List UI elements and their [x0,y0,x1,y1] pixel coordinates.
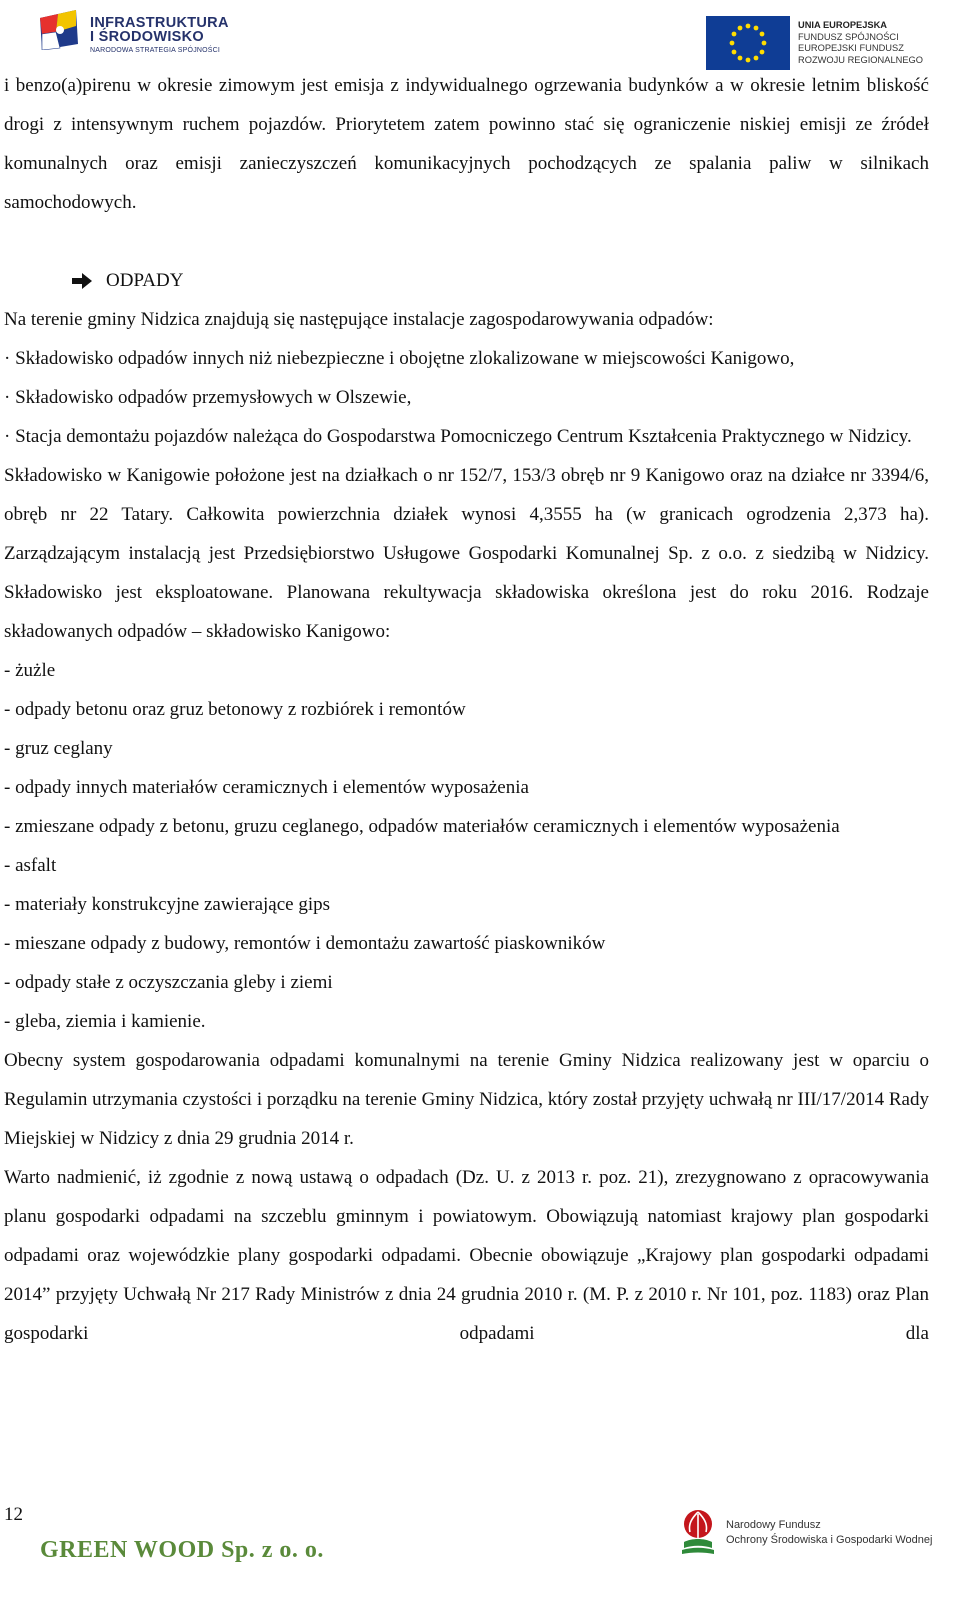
logo-title-line1: INFRASTRUKTURA [90,15,229,31]
logo-subtitle: NARODOWA STRATEGIA SPÓJNOŚCI [90,47,221,54]
section-heading [4,261,929,300]
paragraph-current-system: Obecny system gospodarowania odpadami komunalnymi na terenie Gminy Nidzica realizowany jest w oparciu o Regulamin utrzymania czystości i porządku na terenie Gminy Nidzica, który został przyjęty uchwałą nr III/17/2014 Rady Miejskiej w Nidzicy z dnia 29 grudnia 2014 r. [4,1050,929,1149]
document-body [4,66,929,1353]
waste-type-item: - zmieszane odpady z betonu, gruzu ceglanego, odpadów materiałów ceramicznych i elementów wyposażenia [4,816,840,837]
waste-type-item: - mieszane odpady z budowy, remontów i demontażu zawartość piaskowników [4,933,606,954]
bullet-item: · Składowisko odpadów przemysłowych w Olszewie, [4,387,412,408]
bullet-item: · Stacja demontażu pojazdów należąca do Gospodarstwa Pomocniczego Centrum Kształcenia Praktycznego w Nidzicy. [4,426,912,447]
page-number: 12 [4,1504,23,1525]
waste-type-item: - odpady innych materiałów ceramicznych i elementów wyposażenia [4,777,529,798]
infrastruktura-logo [36,8,236,58]
eu-flag-icon [706,16,790,70]
paragraph-emissions: i benzo(a)pirenu w okresie zimowym jest emisja z indywidualnego ogrzewania budynków a w okresie letnim bliskość drogi z intensywnym ruchem pojazdów. Priorytetem zatem powinno stać się ograniczenie niskiej emisji ze źródeł komunalnych oraz emisji zanieczyszczeń komunikacyjnych pochodzących ze spalania paliw w silnikach samochodowych. [4,75,929,213]
eu-logo-text [798,20,923,66]
eu-text-line3: EUROPEJSKI FUNDUSZ [798,43,904,53]
paragraph-waste-plan: Warto nadmienić, iż zgodnie z nową ustawą o odpadach (Dz. U. z 2013 r. poz. 21), zrezygnowano z opracowywania planu gospodarki odpadami na szczeblu gminnym i powiatowym. Obowiązują natomiast krajowy plan gospodarki odpadami oraz wojewódzkie plany gospodarki odpadami. Obecnie obowiązuje „Krajowy plan gospodarki odpadami 2014” przyjęty Uchwałą Nr 217 Rady Ministrów z dnia 24 grudnia 2010 r. (M. P. z 2010 r. Nr 101, poz. 1183) oraz Plan gospodarki odpadami dla [4,1167,929,1344]
bullet-item: · Składowisko odpadów innych niż niebezpieczne i obojętne zlokalizowane w miejscowości Kanigowo, [4,348,795,369]
waste-type-item: - gleba, ziemia i kamienie. [4,1011,206,1032]
tree-logo-icon [678,1508,718,1556]
arrow-right-icon [72,273,92,289]
waste-type-item: - odpady betonu oraz gruz betonowy z rozbiórek i remontów [4,699,466,720]
eu-logo [706,16,936,70]
section-title: ODPADY [106,270,184,291]
waste-type-item: - żużle [4,660,56,681]
fund-text-line2: Ochrony Środowiska i Gospodarki Wodnej [726,1534,933,1546]
waste-type-item: - gruz ceglany [4,738,113,759]
eu-text-line1: UNIA EUROPEJSKA [798,20,888,30]
fund-text-line1: Narodowy Fundusz [726,1519,821,1531]
paragraph-landfill: Składowisko w Kanigowie położone jest na działkach o nr 152/7, 153/3 obręb nr 9 Kanigowo oraz na działce nr 3394/6, obręb nr 22 Tatary. Całkowita powierzchnia działek wynosi 4,3555 ha (w granicach ogrodzenia 2,373 ha). Zarządzającym instalacją jest Przedsiębiorstwo Usługowe Gospodarki Komunalnej Sp. z o.o. z siedzibą w Nidzicy. Składowisko jest eksploatowane. Planowana rekultywacja składowiska określona jest do roku 2016. Rodzaje składowanych odpadów – składowisko Kanigowo: [4,465,929,642]
company-name: GREEN WOOD Sp. z o. o. [40,1537,324,1563]
logo-title-line2: I ŚRODOWISKO [90,29,204,45]
flag-logo-icon [36,10,82,50]
waste-type-item: - asfalt [4,855,57,876]
eu-text-line2: FUNDUSZ SPÓJNOŚCI [798,31,899,42]
paragraph-intro: Na terenie gminy Nidzica znajdują się następujące instalacje zagospodarowywania odpadów: [4,309,714,330]
nfosigw-logo [678,1508,932,1560]
waste-type-item: - odpady stałe z oczyszczania gleby i ziemi [4,972,333,993]
fund-text [726,1518,932,1548]
waste-type-item: - materiały konstrukcyjne zawierające gips [4,894,331,915]
eu-text-line4: ROZWOJU REGIONALNEGO [798,54,923,65]
